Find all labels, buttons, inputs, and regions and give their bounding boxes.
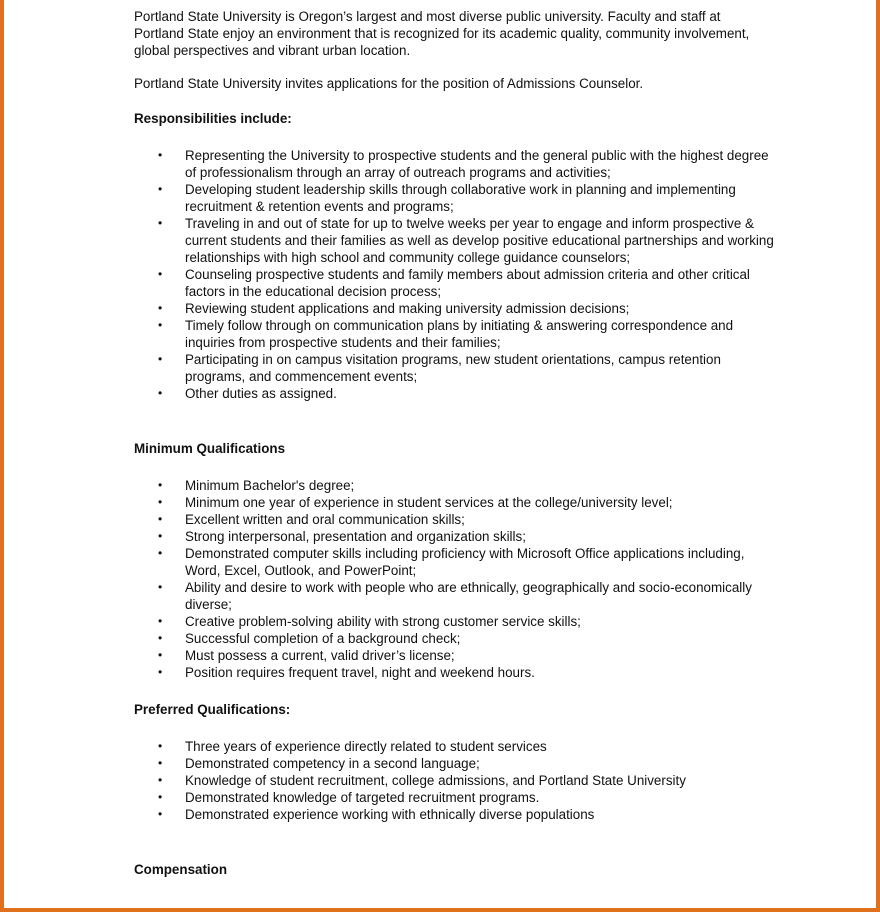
responsibilities-section	[134, 110, 774, 402]
list-item	[134, 647, 774, 664]
list-item-text: Successful completion of a background check;	[185, 631, 461, 646]
bullet-icon: •	[158, 386, 163, 400]
list-item-text: Strong interpersonal, presentation and organization skills;	[185, 529, 526, 544]
bullet-icon: •	[158, 495, 163, 509]
list-item-text: Developing student leadership skills through collaborative work in planning and implementing recruitment & retention events and programs;	[185, 182, 736, 214]
minimum-qualifications-list	[134, 477, 774, 681]
bullet-icon: •	[158, 352, 163, 366]
bullet-icon: •	[158, 512, 163, 526]
list-item-text: Participating in on campus visitation programs, new student orientations, campus retention programs, and commencement events;	[185, 352, 721, 384]
responsibilities-list	[134, 147, 774, 402]
bullet-icon: •	[158, 648, 163, 662]
list-item	[134, 755, 774, 772]
list-item	[134, 664, 774, 681]
bullet-icon: •	[158, 216, 163, 230]
list-item	[134, 772, 774, 789]
list-item-text: Knowledge of student recruitment, college admissions, and Portland State University	[185, 773, 686, 788]
bullet-icon: •	[158, 631, 163, 645]
preferred-qualifications-heading: Preferred Qualifications:	[134, 702, 291, 717]
list-item	[134, 266, 774, 300]
compensation-section	[134, 861, 774, 878]
bullet-icon: •	[158, 580, 163, 594]
bullet-icon: •	[158, 739, 163, 753]
bullet-icon: •	[158, 546, 163, 560]
list-item-text: Demonstrated computer skills including proficiency with Microsoft Office applications including, Word, Excel, Outlook, and PowerPoint;	[185, 546, 745, 578]
list-item	[134, 385, 774, 402]
list-item-text: Timely follow through on communication plans by initiating & answering correspondence and inquiries from prospective students and their families;	[185, 318, 734, 350]
bullet-icon: •	[158, 756, 163, 770]
list-item	[134, 528, 774, 545]
minimum-qualifications-heading: Minimum Qualifications	[134, 441, 286, 456]
list-item-text: Demonstrated competency in a second language;	[185, 756, 480, 771]
list-item	[134, 300, 774, 317]
list-item	[134, 351, 774, 385]
list-item-text: Demonstrated experience working with ethnically diverse populations	[185, 807, 595, 822]
bullet-icon: •	[158, 773, 163, 787]
bullet-icon: •	[158, 478, 163, 492]
list-item	[134, 630, 774, 647]
compensation-heading: Compensation	[134, 862, 227, 877]
list-item-text: Representing the University to prospective students and the general public with the highest degree of professionalism through an array of outreach programs and activities;	[185, 148, 769, 180]
bullet-icon: •	[158, 529, 163, 543]
list-item-text: Ability and desire to work with people who are ethnically, geographically and socio-economically diverse;	[185, 580, 752, 612]
job-posting-document	[134, 8, 774, 878]
list-item	[134, 579, 774, 613]
list-item	[134, 317, 774, 351]
list-item	[134, 147, 774, 181]
list-item-text: Counseling prospective students and family members about admission criteria and other critical factors in the educational decision process;	[185, 267, 750, 299]
list-item	[134, 738, 774, 755]
bullet-icon: •	[158, 182, 163, 196]
list-item-text: Excellent written and oral communication skills;	[185, 512, 465, 527]
list-item	[134, 477, 774, 494]
list-item-text: Traveling in and out of state for up to twelve weeks per year to engage and inform prospective & current students and their families as well as develop positive educational partnerships and working relationships with high school and community college guidance counselors;	[185, 216, 774, 265]
bullet-icon: •	[158, 807, 163, 821]
invite-paragraph: Portland State University invites applications for the position of Admissions Counselor.	[134, 76, 644, 91]
list-item-text: Three years of experience directly related to student services	[185, 739, 547, 754]
list-item	[134, 511, 774, 528]
list-item-text: Demonstrated knowledge of targeted recruitment programs.	[185, 790, 540, 805]
preferred-qualifications-section	[134, 701, 774, 823]
list-item-text: Must possess a current, valid driver’s license;	[185, 648, 455, 663]
bullet-icon: •	[158, 614, 163, 628]
bullet-icon: •	[158, 318, 163, 332]
bullet-icon: •	[158, 148, 163, 162]
list-item	[134, 215, 774, 266]
bullet-icon: •	[158, 301, 163, 315]
list-item-text: Other duties as assigned.	[185, 386, 337, 401]
list-item	[134, 545, 774, 579]
list-item	[134, 806, 774, 823]
list-item	[134, 181, 774, 215]
bullet-icon: •	[158, 267, 163, 281]
list-item	[134, 494, 774, 511]
list-item	[134, 613, 774, 630]
bullet-icon: •	[158, 790, 163, 804]
list-item-text: Minimum one year of experience in student services at the college/university level;	[185, 495, 673, 510]
minimum-qualifications-section	[134, 440, 774, 681]
preferred-qualifications-list	[134, 738, 774, 823]
intro-paragraph: Portland State University is Oregon’s largest and most diverse public university. Faculty and staff at Portland State enjoy an environment that is recognized for its academic quality, community involvement, global perspectives and vibrant urban location.	[134, 9, 750, 58]
list-item	[134, 789, 774, 806]
list-item-text: Reviewing student applications and making university admission decisions;	[185, 301, 630, 316]
list-item-text: Minimum Bachelor's degree;	[185, 478, 355, 493]
list-item-text: Position requires frequent travel, night and weekend hours.	[185, 665, 535, 680]
list-item-text: Creative problem-solving ability with strong customer service skills;	[185, 614, 581, 629]
responsibilities-heading: Responsibilities include:	[134, 111, 292, 126]
bullet-icon: •	[158, 665, 163, 679]
